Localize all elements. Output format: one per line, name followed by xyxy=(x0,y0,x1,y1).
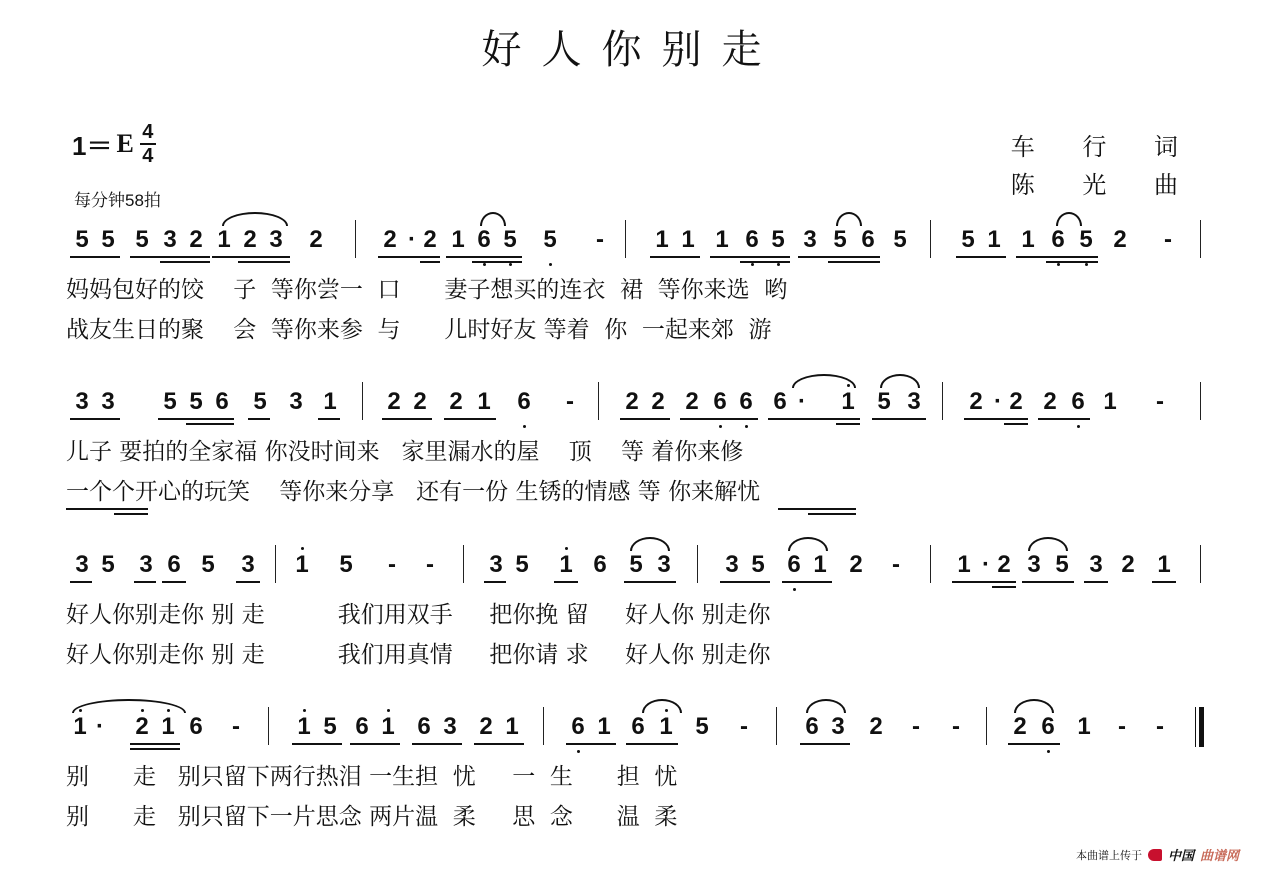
beam-underline xyxy=(952,581,1016,583)
beam-underline xyxy=(186,423,234,425)
beam-underline xyxy=(828,261,880,263)
jianpu-note: 6 xyxy=(355,713,369,740)
jianpu-note: 5 xyxy=(189,388,203,415)
final-bar-thick xyxy=(1199,707,1204,747)
jianpu-note: 1 xyxy=(556,553,576,577)
beam-underline xyxy=(1084,581,1108,583)
dash-extension: - xyxy=(912,713,920,740)
jianpu-note: 1 xyxy=(505,713,519,740)
jianpu-note: 2 xyxy=(625,388,639,415)
dash-extension: - xyxy=(740,713,748,740)
jianpu-note: 2 xyxy=(1013,713,1027,740)
beam-underline xyxy=(1004,423,1028,425)
dash-extension: - xyxy=(388,551,396,578)
beam-underline xyxy=(566,743,616,745)
jianpu-note: 2 xyxy=(189,226,203,253)
slur-tie xyxy=(72,699,186,713)
jianpu-note: 5 xyxy=(1055,551,1069,578)
beam-underline xyxy=(1008,743,1060,745)
jianpu-note: 3 xyxy=(101,388,115,415)
final-bar-thin xyxy=(1195,707,1196,747)
jianpu-note: 6 xyxy=(215,388,229,415)
jianpu-note: 1 xyxy=(838,390,858,414)
dash-extension: - xyxy=(232,713,240,740)
beam-underline xyxy=(248,418,270,420)
jianpu-note: 2 xyxy=(413,388,427,415)
jianpu-note: 3 xyxy=(139,551,153,578)
jianpu-note: 1 xyxy=(597,713,611,740)
slur-tie xyxy=(642,699,682,713)
beam-underline xyxy=(472,261,522,263)
jianpu-note: 3 xyxy=(1089,551,1103,578)
jianpu-note: 3 xyxy=(725,551,739,578)
song-title: 好人你别走 xyxy=(481,27,782,73)
jianpu-note: · xyxy=(798,388,806,415)
beam-underline xyxy=(956,256,1006,258)
lyric-line-1: 别 走 别只留下两行热泪 一生担 忧 一 生 担 忧 xyxy=(66,764,678,790)
jianpu-note: 5 xyxy=(1076,228,1096,252)
jianpu-note: 3 xyxy=(803,226,817,253)
beam-underline xyxy=(624,581,676,583)
jianpu-note: 2 xyxy=(1113,226,1127,253)
bar-line xyxy=(986,707,987,745)
beam-underline xyxy=(350,743,400,745)
jianpu-note: 5 xyxy=(961,226,975,253)
jianpu-note: 1 xyxy=(1103,388,1117,415)
dash-extension: - xyxy=(892,551,900,578)
tonic-label: 1＝ xyxy=(72,130,113,161)
beam-underline xyxy=(1152,581,1176,583)
beam-underline xyxy=(474,743,524,745)
jianpu-note: 2 xyxy=(479,713,493,740)
jianpu-note: 5 xyxy=(515,551,529,578)
jianpu-note: 6 xyxy=(773,388,787,415)
beam-underline xyxy=(238,261,290,263)
jianpu-note: 1 xyxy=(656,715,676,739)
beam-underline xyxy=(382,418,432,420)
jianpu-note: 1 xyxy=(323,388,337,415)
beam-underline xyxy=(554,581,578,583)
jianpu-note: 6 xyxy=(417,713,431,740)
bar-line xyxy=(697,545,698,583)
dash-extension: - xyxy=(566,388,574,415)
jianpu-note: 2 xyxy=(132,715,152,739)
jianpu-note: 5 xyxy=(893,226,907,253)
beam-underline xyxy=(620,418,670,420)
jianpu-note: 1 xyxy=(70,715,90,739)
beam-underline xyxy=(70,418,120,420)
jianpu-note: 5 xyxy=(877,388,891,415)
bar-line xyxy=(598,382,599,420)
bar-line xyxy=(1200,220,1201,258)
beam-underline xyxy=(1038,418,1090,420)
bar-line xyxy=(776,707,777,745)
jianpu-note: 5 xyxy=(629,551,643,578)
slur-tie xyxy=(1014,699,1054,713)
lyric-line-1: 妈妈包好的饺 子 等你尝一 口 妻子想买的连衣 裙 等你来选 哟 xyxy=(66,277,788,303)
site-name-red: 曲谱网 xyxy=(1199,848,1239,863)
jianpu-note: 2 xyxy=(423,226,437,253)
jianpu-note: 1 xyxy=(655,226,669,253)
jianpu-note: 3 xyxy=(163,226,177,253)
beam-underline xyxy=(158,418,234,420)
jianpu-note: 2 xyxy=(387,388,401,415)
slur-tie xyxy=(792,374,856,388)
dash-extension: - xyxy=(1156,388,1164,415)
bar-line xyxy=(930,545,931,583)
jianpu-note: 1 xyxy=(957,551,971,578)
jianpu-note: 2 xyxy=(449,388,463,415)
beam-underline xyxy=(160,261,210,263)
jianpu-note: · xyxy=(408,226,416,253)
jianpu-note: 2 xyxy=(383,226,397,253)
jianpu-note: 3 xyxy=(289,388,303,415)
jianpu-note: 6 xyxy=(474,228,494,252)
jianpu-note: 6 xyxy=(736,390,756,414)
credits xyxy=(1011,128,1198,204)
jianpu-note: 1 xyxy=(294,715,314,739)
dash-extension: - xyxy=(1118,713,1126,740)
beam-underline xyxy=(1016,256,1098,258)
jianpu-note: 2 xyxy=(243,226,257,253)
jianpu-note: 6 xyxy=(1068,390,1088,414)
jianpu-note: 5 xyxy=(540,228,560,252)
lyric-line-2: 战友生日的聚 会 等你来参 与 儿时好友 等着 你 一起来郊 游 xyxy=(66,317,772,343)
slur-tie xyxy=(788,537,828,551)
jianpu-note: · xyxy=(96,713,104,740)
time-top: 4 xyxy=(142,121,154,143)
jianpu-note: 2 xyxy=(869,713,883,740)
lyric-line-2: 好人你别走你 别 走 我们用真情 把你请 求 好人你 别走你 xyxy=(66,642,771,668)
site-name-black: 中国 xyxy=(1167,848,1194,863)
beam-underline xyxy=(378,256,440,258)
key-signature xyxy=(72,122,156,166)
beam-underline xyxy=(446,256,522,258)
bar-line xyxy=(463,545,464,583)
slur-tie xyxy=(880,374,920,388)
beam-underline xyxy=(134,581,156,583)
lyric-line-1: 儿子 要拍的全家福 你没时间来 家里漏水的屋 顶 等 着你来修 xyxy=(66,439,744,465)
beam-underline xyxy=(992,586,1016,588)
bar-line xyxy=(275,545,276,583)
bar-line xyxy=(1200,382,1201,420)
beam-underline xyxy=(236,581,260,583)
jianpu-note: 1 xyxy=(451,226,465,253)
bar-line xyxy=(362,382,363,420)
jianpu-note: 3 xyxy=(657,551,671,578)
jianpu-note: 3 xyxy=(489,551,503,578)
jianpu-note: 3 xyxy=(75,388,89,415)
jianpu-note: 3 xyxy=(907,388,921,415)
jianpu-note: 6 xyxy=(593,551,607,578)
jianpu-note: 6 xyxy=(742,228,762,252)
jianpu-note: 5 xyxy=(751,551,765,578)
beam-underline xyxy=(420,261,440,263)
dash-extension: - xyxy=(1164,226,1172,253)
jianpu-note: 5 xyxy=(695,713,709,740)
jianpu-note: 1 xyxy=(477,388,491,415)
jianpu-note: 6 xyxy=(514,390,534,414)
jianpu-note: 6 xyxy=(805,713,819,740)
beam-underline xyxy=(412,743,462,745)
beam-underline xyxy=(836,423,860,425)
beam-underline xyxy=(800,743,850,745)
lyric-line-2: 别 走 别只留下一片思念 两片温 柔 思 念 温 柔 xyxy=(66,804,678,830)
jianpu-note: 2 xyxy=(997,551,1011,578)
beam-underline xyxy=(70,256,120,258)
beam-underline xyxy=(768,418,860,420)
beam-underline xyxy=(444,418,496,420)
jianpu-note: 2 xyxy=(309,226,323,253)
slur-tie xyxy=(1028,537,1068,551)
jianpu-note: 2 xyxy=(849,551,863,578)
slur-tie xyxy=(222,212,288,226)
jianpu-note: 2 xyxy=(651,388,665,415)
jianpu-note: 5 xyxy=(201,551,215,578)
beam-underline xyxy=(1046,261,1098,263)
beam-underline xyxy=(318,418,340,420)
beam-underline xyxy=(292,743,342,745)
dash-extension: - xyxy=(952,713,960,740)
bar-line xyxy=(355,220,356,258)
jianpu-note: 5 xyxy=(101,226,115,253)
jianpu-note: 2 xyxy=(1121,551,1135,578)
lyric-underline xyxy=(66,508,148,510)
beam-underline xyxy=(212,256,290,258)
jianpu-note: 5 xyxy=(135,226,149,253)
jianpu-note: 5 xyxy=(75,226,89,253)
beam-underline xyxy=(130,256,210,258)
bar-line xyxy=(942,382,943,420)
lyric-underline xyxy=(808,513,856,515)
jianpu-note: 3 xyxy=(1027,551,1041,578)
beam-underline xyxy=(70,581,92,583)
beam-underline xyxy=(720,581,770,583)
lyric-line-2: 一个个开心的玩笑 等你来分享 还有一份 生锈的情感 等 你来解忧 xyxy=(66,479,761,505)
footer-watermark xyxy=(1076,845,1239,864)
key-name: E xyxy=(116,129,134,158)
beam-underline xyxy=(484,581,506,583)
jianpu-note: 6 xyxy=(784,553,804,577)
jianpu-note: 3 xyxy=(75,551,89,578)
beam-underline xyxy=(798,256,880,258)
jianpu-note: 6 xyxy=(1038,715,1058,739)
jianpu-note: 1 xyxy=(217,226,231,253)
bar-line xyxy=(625,220,626,258)
slur-tie xyxy=(1056,212,1082,226)
jianpu-note: 1 xyxy=(292,553,312,577)
dash-extension: - xyxy=(1156,713,1164,740)
jianpu-note: 6 xyxy=(167,551,181,578)
jianpu-note: 5 xyxy=(500,228,520,252)
beam-underline xyxy=(130,748,180,750)
site-logo-icon xyxy=(1148,849,1162,861)
lyric-line-1: 好人你别走你 别 走 我们用双手 把你挽 留 好人你 别走你 xyxy=(66,602,771,628)
jianpu-note: 1 xyxy=(1157,551,1171,578)
jianpu-note: 5 xyxy=(323,713,337,740)
jianpu-note: 2 xyxy=(1043,388,1057,415)
jianpu-note: 3 xyxy=(269,226,283,253)
bar-line xyxy=(268,707,269,745)
jianpu-note: · xyxy=(982,551,990,578)
dash-extension: - xyxy=(426,551,434,578)
jianpu-note: 2 xyxy=(969,388,983,415)
beam-underline xyxy=(162,581,186,583)
slur-tie xyxy=(480,212,506,226)
beam-underline xyxy=(782,581,832,583)
jianpu-note: 2 xyxy=(1009,388,1023,415)
time-signature xyxy=(140,122,156,166)
beam-underline xyxy=(650,256,700,258)
beam-underline xyxy=(740,261,790,263)
slur-tie xyxy=(806,699,846,713)
beam-underline xyxy=(680,418,758,420)
time-bottom: 4 xyxy=(142,145,154,167)
jianpu-note: 2 xyxy=(685,388,699,415)
beam-underline xyxy=(872,418,926,420)
jianpu-note: 6 xyxy=(1048,228,1068,252)
jianpu-note: 5 xyxy=(253,388,267,415)
jianpu-note: 6 xyxy=(568,715,588,739)
jianpu-note: 3 xyxy=(443,713,457,740)
beam-underline xyxy=(626,743,678,745)
bar-line xyxy=(543,707,544,745)
jianpu-note: 6 xyxy=(861,226,875,253)
bar-line xyxy=(1200,545,1201,583)
beam-underline xyxy=(130,743,180,745)
dash-extension: - xyxy=(596,226,604,253)
lyric-underline xyxy=(114,513,148,515)
jianpu-note: 1 xyxy=(813,551,827,578)
composer-credit: 陈 光 曲 xyxy=(1010,171,1198,199)
jianpu-note: 1 xyxy=(1077,713,1091,740)
jianpu-note: 5 xyxy=(339,551,353,578)
jianpu-note: 5 xyxy=(163,388,177,415)
jianpu-note: 5 xyxy=(101,551,115,578)
jianpu-note: 3 xyxy=(241,551,255,578)
jianpu-note: 1 xyxy=(158,715,178,739)
jianpu-note: 1 xyxy=(1021,226,1035,253)
jianpu-note: 1 xyxy=(987,226,1001,253)
jianpu-note: 3 xyxy=(831,713,845,740)
lyric-underline xyxy=(778,508,856,510)
uploaded-text: 本曲谱上传于 xyxy=(1075,849,1142,862)
jianpu-note: 1 xyxy=(378,715,398,739)
beam-underline xyxy=(964,418,1028,420)
lyricist-credit: 车 行 词 xyxy=(1010,133,1198,161)
jianpu-note: 6 xyxy=(710,390,730,414)
bar-line xyxy=(930,220,931,258)
jianpu-note: 1 xyxy=(715,226,729,253)
jianpu-note: 1 xyxy=(681,226,695,253)
jianpu-note: 5 xyxy=(833,226,847,253)
jianpu-note: · xyxy=(994,388,1002,415)
jianpu-note: 6 xyxy=(189,713,203,740)
slur-tie xyxy=(836,212,862,226)
beam-underline xyxy=(710,256,790,258)
jianpu-note: 5 xyxy=(768,228,788,252)
jianpu-note: 6 xyxy=(631,713,645,740)
tempo-marking: 每分钟58拍 xyxy=(74,191,161,210)
beam-underline xyxy=(1022,581,1074,583)
slur-tie xyxy=(630,537,670,551)
